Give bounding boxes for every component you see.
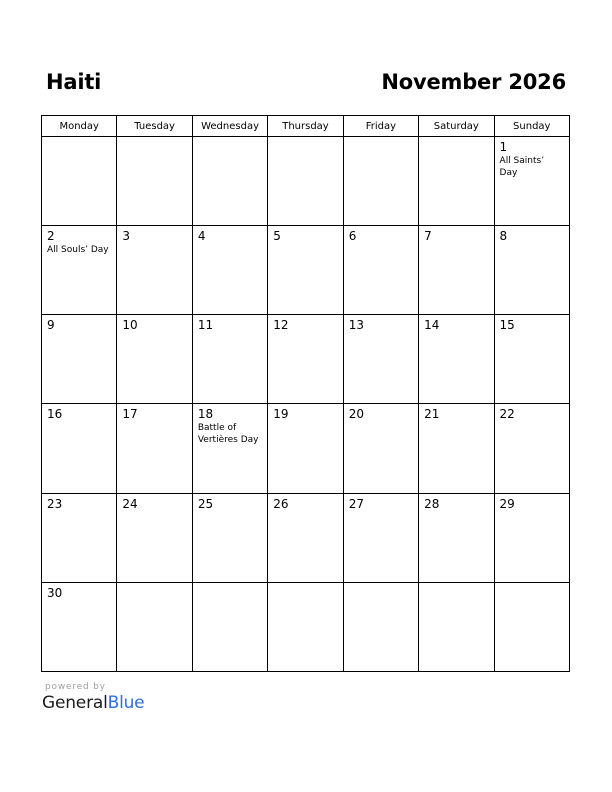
brand-logo[interactable] [42, 693, 144, 713]
day-cell [494, 226, 569, 315]
day-cell [494, 493, 569, 582]
day-number: 19 [273, 407, 289, 422]
day-number: 12 [273, 318, 289, 333]
day-cell [192, 226, 267, 315]
week-row [42, 226, 570, 315]
day-number: 7 [424, 229, 432, 244]
weekday-header-row [42, 116, 570, 137]
day-cell [343, 226, 418, 315]
day-cell [419, 493, 494, 582]
day-number: 1 [499, 140, 508, 154]
day-number: 4 [197, 229, 206, 244]
day-number: 6 [348, 229, 357, 244]
day-cell [494, 404, 569, 493]
day-number: 16 [47, 407, 63, 422]
week-row [42, 582, 570, 671]
day-cell [117, 493, 192, 582]
week-row [42, 137, 570, 226]
day-number: 28 [424, 496, 440, 511]
day-number: 15 [499, 318, 515, 333]
day-number: 2 [47, 229, 55, 244]
day-cell [419, 404, 494, 493]
month-title: November 2026 [381, 70, 566, 94]
week-row [42, 404, 570, 493]
day-cell [42, 137, 117, 226]
day-number: 11 [197, 318, 214, 333]
day-number: 3 [122, 229, 131, 244]
day-cell [117, 137, 192, 226]
day-cell [343, 315, 418, 404]
day-cell [419, 582, 494, 671]
day-number: 13 [348, 318, 364, 333]
day-number: 20 [348, 407, 364, 422]
day-cell [192, 137, 267, 226]
holiday-label: All Souls’ Day [47, 245, 109, 256]
day-number: 24 [122, 496, 138, 511]
day-number: 29 [499, 496, 515, 511]
day-number: 30 [47, 585, 63, 600]
day-cell [419, 315, 494, 404]
powered-by-text: powered by [45, 682, 106, 692]
day-cell [343, 582, 418, 671]
day-cell [117, 226, 192, 315]
day-number: 14 [424, 318, 440, 333]
day-cell [419, 137, 494, 226]
week-row [42, 493, 570, 582]
calendar-grid [41, 115, 570, 672]
day-number: 5 [273, 229, 281, 244]
day-cell [268, 315, 343, 404]
holiday-label: All Saints’ Day [499, 156, 545, 178]
country-title: Haiti [46, 70, 102, 94]
day-cell [343, 137, 418, 226]
day-cell [42, 404, 117, 493]
day-cell [494, 315, 569, 404]
day-cell [268, 226, 343, 315]
day-cell [343, 404, 418, 493]
day-cell [42, 315, 117, 404]
day-cell [117, 315, 192, 404]
day-cell [268, 404, 343, 493]
week-row [42, 315, 570, 404]
day-number: 25 [197, 496, 214, 511]
day-cell [494, 582, 569, 671]
day-number: 9 [47, 318, 55, 333]
day-cell [343, 493, 418, 582]
day-cell [192, 493, 267, 582]
weekday-tuesday: Tuesday [117, 116, 192, 137]
day-cell [117, 404, 192, 493]
day-cell [268, 137, 343, 226]
day-number: 10 [122, 318, 138, 333]
day-cell [192, 404, 267, 493]
weekday-saturday: Saturday [419, 116, 494, 137]
day-number: 23 [47, 496, 63, 511]
day-cell [42, 226, 117, 315]
day-cell [494, 137, 569, 226]
day-cell [268, 493, 343, 582]
day-cell [42, 493, 117, 582]
holiday-label: Battle of Vertières Day [197, 423, 259, 446]
brand-logo-part1: General [42, 693, 108, 713]
day-cell [117, 582, 192, 671]
day-number: 18 [197, 407, 214, 422]
brand-logo-part2: Blue [107, 693, 145, 713]
day-number: 17 [122, 407, 138, 422]
day-number: 8 [499, 229, 508, 244]
day-number: 21 [424, 407, 440, 422]
day-number: 27 [348, 496, 364, 511]
day-cell [192, 315, 267, 404]
day-number: 22 [499, 407, 515, 422]
day-cell [42, 582, 117, 671]
weekday-monday: Monday [42, 116, 117, 137]
weekday-thursday: Thursday [268, 116, 343, 137]
weekday-sunday: Sunday [494, 116, 569, 137]
day-cell [419, 226, 494, 315]
weekday-wednesday: Wednesday [192, 116, 267, 137]
day-cell [268, 582, 343, 671]
weekday-friday: Friday [343, 116, 418, 137]
day-cell [192, 582, 267, 671]
day-number: 26 [273, 496, 289, 511]
